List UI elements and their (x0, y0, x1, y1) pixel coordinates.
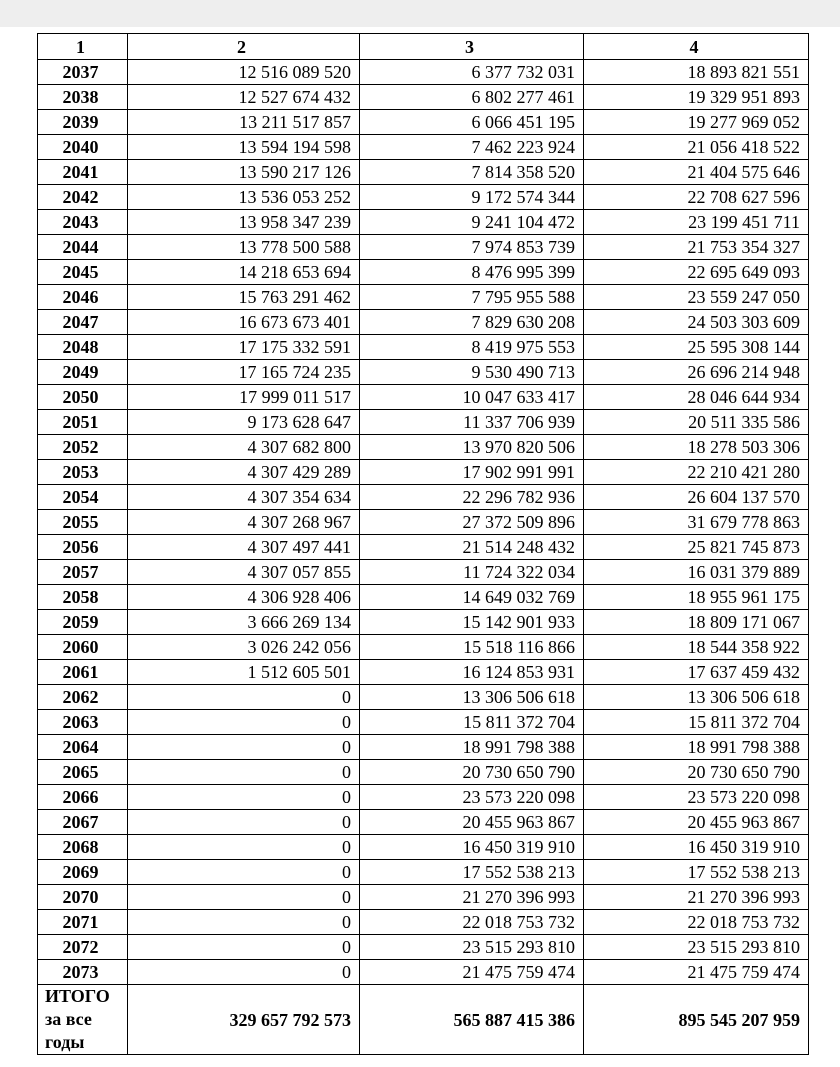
col4-cell: 18 809 171 067 (584, 610, 809, 635)
col3-cell: 15 142 901 933 (360, 610, 584, 635)
col4-cell: 21 753 354 327 (584, 235, 809, 260)
col3-cell: 13 970 820 506 (360, 435, 584, 460)
col2-cell: 13 211 517 857 (128, 110, 360, 135)
col4-cell: 23 559 247 050 (584, 285, 809, 310)
table-row (38, 935, 809, 960)
col3-cell: 7 814 358 520 (360, 160, 584, 185)
col2-cell: 4 307 682 800 (128, 435, 360, 460)
col3-cell: 17 552 538 213 (360, 860, 584, 885)
year-cell: 2050 (38, 385, 128, 410)
total-col2: 329 657 792 573 (128, 985, 360, 1055)
col4-cell: 24 503 303 609 (584, 310, 809, 335)
year-cell: 2040 (38, 135, 128, 160)
table-row (38, 410, 809, 435)
col2-cell: 17 165 724 235 (128, 360, 360, 385)
col2-cell: 15 763 291 462 (128, 285, 360, 310)
col2-cell: 3 666 269 134 (128, 610, 360, 635)
col2-cell: 0 (128, 735, 360, 760)
col2-cell: 0 (128, 810, 360, 835)
year-cell: 2047 (38, 310, 128, 335)
col4-cell: 16 450 319 910 (584, 835, 809, 860)
col3-cell: 15 518 116 866 (360, 635, 584, 660)
col2-cell: 4 307 429 289 (128, 460, 360, 485)
col4-cell: 21 056 418 522 (584, 135, 809, 160)
col2-cell: 0 (128, 835, 360, 860)
table-row (38, 60, 809, 85)
col3-cell: 11 724 322 034 (360, 560, 584, 585)
year-cell: 2058 (38, 585, 128, 610)
table-row (38, 810, 809, 835)
col3-cell: 7 795 955 588 (360, 285, 584, 310)
table-row (38, 260, 809, 285)
year-cell: 2056 (38, 535, 128, 560)
col3-cell: 17 902 991 991 (360, 460, 584, 485)
year-cell: 2041 (38, 160, 128, 185)
table-row (38, 285, 809, 310)
col3-cell: 22 296 782 936 (360, 485, 584, 510)
column-header-1: 1 (38, 34, 128, 60)
year-cell: 2046 (38, 285, 128, 310)
col4-cell: 25 821 745 873 (584, 535, 809, 560)
year-cell: 2065 (38, 760, 128, 785)
col4-cell: 18 893 821 551 (584, 60, 809, 85)
col4-cell: 22 695 649 093 (584, 260, 809, 285)
col2-cell: 4 307 268 967 (128, 510, 360, 535)
year-cell: 2049 (38, 360, 128, 385)
year-cell: 2061 (38, 660, 128, 685)
col2-cell: 17 175 332 591 (128, 335, 360, 360)
col3-cell: 15 811 372 704 (360, 710, 584, 735)
col2-cell: 0 (128, 785, 360, 810)
year-cell: 2071 (38, 910, 128, 935)
col2-cell: 16 673 673 401 (128, 310, 360, 335)
year-cell: 2059 (38, 610, 128, 635)
total-col4: 895 545 207 959 (584, 985, 809, 1055)
col2-cell: 17 999 011 517 (128, 385, 360, 410)
col4-cell: 21 404 575 646 (584, 160, 809, 185)
year-cell: 2037 (38, 60, 128, 85)
table-row (38, 885, 809, 910)
year-cell: 2062 (38, 685, 128, 710)
table-row (38, 160, 809, 185)
year-cell: 2069 (38, 860, 128, 885)
col4-cell: 19 277 969 052 (584, 110, 809, 135)
year-cell: 2066 (38, 785, 128, 810)
col3-cell: 6 802 277 461 (360, 85, 584, 110)
col2-cell: 0 (128, 960, 360, 985)
col3-cell: 7 462 223 924 (360, 135, 584, 160)
col4-cell: 18 955 961 175 (584, 585, 809, 610)
col4-cell: 31 679 778 863 (584, 510, 809, 535)
table-row (38, 335, 809, 360)
year-cell: 2070 (38, 885, 128, 910)
col3-cell: 8 476 995 399 (360, 260, 584, 285)
col3-cell: 21 270 396 993 (360, 885, 584, 910)
col3-cell: 18 991 798 388 (360, 735, 584, 760)
total-label-line: за все (45, 1009, 92, 1029)
col3-cell: 13 306 506 618 (360, 685, 584, 710)
col3-cell: 6 377 732 031 (360, 60, 584, 85)
table-row (38, 660, 809, 685)
col2-cell: 0 (128, 910, 360, 935)
table-row (38, 685, 809, 710)
col2-cell: 0 (128, 935, 360, 960)
data-table (37, 33, 809, 1055)
col3-cell: 10 047 633 417 (360, 385, 584, 410)
table-row (38, 635, 809, 660)
year-cell: 2068 (38, 835, 128, 860)
col4-cell: 22 210 421 280 (584, 460, 809, 485)
table-row (38, 535, 809, 560)
col2-cell: 3 026 242 056 (128, 635, 360, 660)
col2-cell: 0 (128, 860, 360, 885)
col4-cell: 20 730 650 790 (584, 760, 809, 785)
year-cell: 2052 (38, 435, 128, 460)
col3-cell: 22 018 753 732 (360, 910, 584, 935)
column-header-2: 2 (128, 34, 360, 60)
col3-cell: 11 337 706 939 (360, 410, 584, 435)
year-cell: 2045 (38, 260, 128, 285)
table-row (38, 485, 809, 510)
col4-cell: 18 278 503 306 (584, 435, 809, 460)
table-row (38, 460, 809, 485)
col2-cell: 0 (128, 760, 360, 785)
col4-cell: 20 511 335 586 (584, 410, 809, 435)
col3-cell: 21 514 248 432 (360, 535, 584, 560)
top-bar (0, 0, 840, 27)
col3-cell: 8 419 975 553 (360, 335, 584, 360)
table-row (38, 860, 809, 885)
col4-cell: 18 544 358 922 (584, 635, 809, 660)
col4-cell: 22 018 753 732 (584, 910, 809, 935)
col4-cell: 15 811 372 704 (584, 710, 809, 735)
year-cell: 2039 (38, 110, 128, 135)
col4-cell: 19 329 951 893 (584, 85, 809, 110)
col2-cell: 13 778 500 588 (128, 235, 360, 260)
col3-cell: 9 172 574 344 (360, 185, 584, 210)
table-row (38, 510, 809, 535)
year-cell: 2053 (38, 460, 128, 485)
total-label-line: годы (45, 1032, 85, 1052)
column-header-3: 3 (360, 34, 584, 60)
table-row (38, 760, 809, 785)
col4-cell: 25 595 308 144 (584, 335, 809, 360)
col2-cell: 13 594 194 598 (128, 135, 360, 160)
table-row (38, 735, 809, 760)
col4-cell: 13 306 506 618 (584, 685, 809, 710)
col2-cell: 1 512 605 501 (128, 660, 360, 685)
year-cell: 2051 (38, 410, 128, 435)
col2-cell: 0 (128, 685, 360, 710)
table-row (38, 710, 809, 735)
table-row (38, 235, 809, 260)
total-row (38, 985, 809, 1055)
table-row (38, 110, 809, 135)
year-cell: 2072 (38, 935, 128, 960)
year-cell: 2048 (38, 335, 128, 360)
year-cell: 2073 (38, 960, 128, 985)
table-row (38, 310, 809, 335)
col3-cell: 9 530 490 713 (360, 360, 584, 385)
col2-cell: 4 307 354 634 (128, 485, 360, 510)
col2-cell: 9 173 628 647 (128, 410, 360, 435)
header-row (38, 34, 809, 60)
col2-cell: 4 307 497 441 (128, 535, 360, 560)
col2-cell: 14 218 653 694 (128, 260, 360, 285)
year-cell: 2043 (38, 210, 128, 235)
col4-cell: 20 455 963 867 (584, 810, 809, 835)
col3-cell: 23 515 293 810 (360, 935, 584, 960)
table-row (38, 135, 809, 160)
table-row (38, 210, 809, 235)
col3-cell: 27 372 509 896 (360, 510, 584, 535)
col2-cell: 13 536 053 252 (128, 185, 360, 210)
col2-cell: 0 (128, 885, 360, 910)
col2-cell: 12 516 089 520 (128, 60, 360, 85)
col3-cell: 16 124 853 931 (360, 660, 584, 685)
table-row (38, 785, 809, 810)
year-cell: 2064 (38, 735, 128, 760)
col4-cell: 17 637 459 432 (584, 660, 809, 685)
table-row (38, 385, 809, 410)
table-row (38, 585, 809, 610)
col3-cell: 6 066 451 195 (360, 110, 584, 135)
total-col3: 565 887 415 386 (360, 985, 584, 1055)
col3-cell: 20 455 963 867 (360, 810, 584, 835)
col3-cell: 7 829 630 208 (360, 310, 584, 335)
col4-cell: 21 475 759 474 (584, 960, 809, 985)
col2-cell: 12 527 674 432 (128, 85, 360, 110)
col3-cell: 21 475 759 474 (360, 960, 584, 985)
table-row (38, 360, 809, 385)
year-cell: 2042 (38, 185, 128, 210)
table-row (38, 910, 809, 935)
total-label-line: ИТОГО (45, 986, 110, 1006)
col4-cell: 17 552 538 213 (584, 860, 809, 885)
table-row (38, 610, 809, 635)
column-header-4: 4 (584, 34, 809, 60)
col3-cell: 7 974 853 739 (360, 235, 584, 260)
col4-cell: 22 708 627 596 (584, 185, 809, 210)
year-cell: 2063 (38, 710, 128, 735)
table-row (38, 185, 809, 210)
table-row (38, 560, 809, 585)
col3-cell: 23 573 220 098 (360, 785, 584, 810)
year-cell: 2044 (38, 235, 128, 260)
col2-cell: 4 306 928 406 (128, 585, 360, 610)
year-cell: 2067 (38, 810, 128, 835)
year-cell: 2057 (38, 560, 128, 585)
col4-cell: 26 604 137 570 (584, 485, 809, 510)
table-row (38, 85, 809, 110)
col3-cell: 9 241 104 472 (360, 210, 584, 235)
year-cell: 2055 (38, 510, 128, 535)
col4-cell: 21 270 396 993 (584, 885, 809, 910)
table-row (38, 960, 809, 985)
col4-cell: 16 031 379 889 (584, 560, 809, 585)
year-cell: 2054 (38, 485, 128, 510)
col2-cell: 13 590 217 126 (128, 160, 360, 185)
year-cell: 2060 (38, 635, 128, 660)
col4-cell: 23 199 451 711 (584, 210, 809, 235)
col4-cell: 18 991 798 388 (584, 735, 809, 760)
total-label (38, 985, 128, 1055)
table-row (38, 435, 809, 460)
col4-cell: 23 515 293 810 (584, 935, 809, 960)
col2-cell: 0 (128, 710, 360, 735)
col2-cell: 4 307 057 855 (128, 560, 360, 585)
col4-cell: 23 573 220 098 (584, 785, 809, 810)
col4-cell: 26 696 214 948 (584, 360, 809, 385)
col2-cell: 13 958 347 239 (128, 210, 360, 235)
col3-cell: 14 649 032 769 (360, 585, 584, 610)
col3-cell: 20 730 650 790 (360, 760, 584, 785)
year-cell: 2038 (38, 85, 128, 110)
table-row (38, 835, 809, 860)
col4-cell: 28 046 644 934 (584, 385, 809, 410)
col3-cell: 16 450 319 910 (360, 835, 584, 860)
